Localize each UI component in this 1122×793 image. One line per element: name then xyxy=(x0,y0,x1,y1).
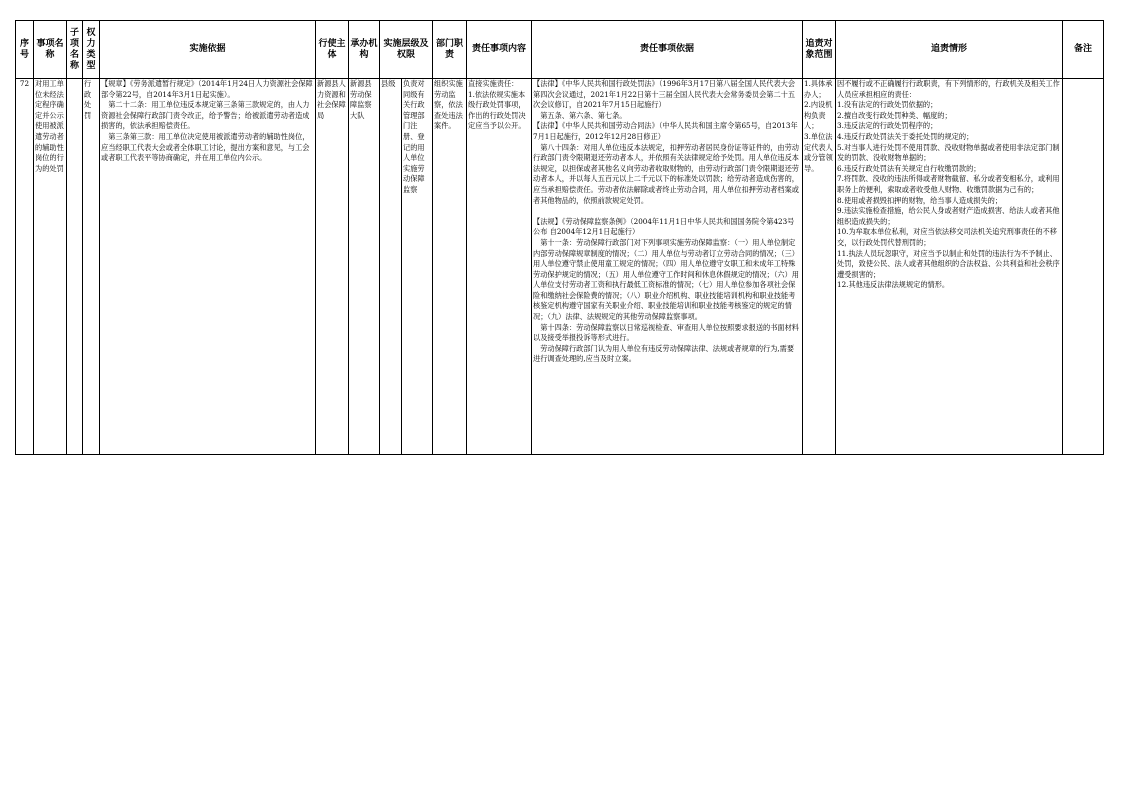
cell-subject: 新源县人力资源和社会保障局 xyxy=(316,79,349,455)
header-situation: 追责情形 xyxy=(836,21,1063,79)
cell-item-name: 对用工单位未经法定程序确定并公示使用被派遣劳动者的辅助性岗位的行为的处罚 xyxy=(34,79,67,455)
table-header-row xyxy=(16,21,1104,79)
cell-duty-content: 直接实施责任： 1.依法依规实施本级行政处罚事项，作出的行政处罚决定应当予以公开。 xyxy=(467,79,532,455)
table-row xyxy=(16,79,1104,455)
header-duty-basis: 责任事项依据 xyxy=(532,21,803,79)
header-remark: 备注 xyxy=(1063,21,1104,79)
cell-duty-basis: 【法律】《中华人民共和国行政处罚法》（1996年3月17日第八届全国人民代表大会第四次会议通过，2021年1月22日第十三届全国人民代表大会常务委员会第二十五次会议修订，自2021年7月15日起施行） 第五条、第六条、第七条。 【法律】《中华人民共和国劳动合同法》（中华人民共和国主席令第65号，自2013年7月1日起施行，2012年12月28日修正） 第八十四条：对用人单位违反本法规定，扣押劳动者居民身份证等证件的，由劳动行政部门责令限期退还劳动者本人，并依照有关法律规定给予处罚。用人单位违反本法规定，以担保或者其他名义向劳动者收取财物的，由劳动行政部门责令限期退还劳动者本人，并以每人五百元以上二千元以下的标准处以罚款；给劳动者造成伤害的，应当承担赔偿责任。劳动者依法解除或者终止劳动合同，用人单位扣押劳动者档案或者其他物品的，依照前款规定处罚。 【法规】《劳动保障监察条例》（2004年11月1日中华人民共和国国务院令第423号公布 自2004年12月1日起施行） 第十一条：劳动保障行政部门对下列事项实施劳动保障监察：（一）用人单位制定内部劳动保障规章制度的情况；（二）用人单位与劳动者订立劳动合同的情况；（三）用人单位遵守禁止使用童工规定的情况；（四）用人单位遵守女职工和未成年工特殊劳动保护规定的情况；（五）用人单位遵守工作时间和休息休假规定的情况；（六）用人单位支付劳动者工资和执行最低工资标准的情况；（七）用人单位参加各项社会保险和缴纳社会保险费的情况；（八）职业介绍机构、职业技能培训机构和职业技能考核鉴定机构遵守国家有关职业介绍、职业技能培训和职业技能考核鉴定的规定的情况；（九）法律、法规规定的其他劳动保障监察事项。 第十四条：劳动保障监察以日常巡视检查、审查用人单位按照要求报送的书面材料以及接受举报投诉等形式进行。 劳动保障行政部门认为用人单位有违反劳动保障法律、法规或者规章的行为,需要进行调查处理的,应当及时立案。 xyxy=(532,79,803,455)
header-seq: 序号 xyxy=(16,21,34,79)
header-sub-item: 子项名称 xyxy=(67,21,83,79)
cell-situation: 因不履行或不正确履行行政职责，有下列情形的，行政机关及相关工作人员应承担相应的责任： 1.没有法定的行政处罚依据的； 2.擅自改变行政处罚种类、幅度的； 3.违反法定的行政处罚程序的； 4.违反行政处罚法关于委托处罚的规定的； 5.对当事人进行处罚不使用罚款、没收财物单据或者使用非法定部门制发的罚款、没收财物单据的； 6.违反行政处罚法有关规定自行收缴罚款的； 7.将罚款、没收的违法所得或者财物截留、私分或者变相私分，或利用职务上的便利，索取或者收受他人财物、收缴罚款据为己有的； 8.使用或者损毁扣押的财物，给当事人造成损失的； 9.违法实施检查措施，给公民人身或者财产造成损害、给法人或者其他组织造成损失的； 10.为牟取本单位私利，对应当依法移交司法机关追究刑事责任的不移交，以行政处罚代替刑罚的； 11.执法人员玩忽职守，对应当予以制止和处罚的违法行为不予制止、处罚，致使公民、法人或者其他组织的合法权益、公共利益和社会秩序遭受损害的； 12.其他违反法律法规规定的情形。 xyxy=(836,79,1063,455)
header-level: 实施层级及权限 xyxy=(380,21,433,79)
cell-dept-duty: 组织实施劳动监察，依法查处违法案件。 xyxy=(433,79,467,455)
header-scope: 追责对象范围 xyxy=(803,21,836,79)
header-organ: 承办机构 xyxy=(349,21,380,79)
cell-level: 县级 xyxy=(380,79,402,455)
cell-power-type: 行政处罚 xyxy=(83,79,100,455)
header-subject: 行使主体 xyxy=(316,21,349,79)
header-basis: 实施依据 xyxy=(100,21,316,79)
cell-basis: 【规章】《劳务派遣暂行规定》（2014年1月24日人力资源社会保障部令第22号，自2014年3月1日起实施）。 第二十二条：用工单位违反本规定第三条第三款规定的，由人力资源社会保障行政部门责令改正，给予警告；给被派遣劳动者造成损害的，依法承担赔偿责任。 第三条第三款：用工单位决定使用被派遣劳动者的辅助性岗位，应当经职工代表大会或者全体职工讨论，提出方案和意见，与工会或者职工代表平等协商确定，并在用工单位内公示。 xyxy=(100,79,316,455)
header-duty-content: 责任事项内容 xyxy=(467,21,532,79)
cell-scope: 1.具体承办人； 2.内设机构负责人； 3.单位法定代表人或分管领导。 xyxy=(803,79,836,455)
cell-organ: 新源县劳动保障监察大队 xyxy=(349,79,380,455)
header-power-type: 权力类型 xyxy=(83,21,100,79)
cell-seq: 72 xyxy=(16,79,34,455)
header-dept-duty: 部门职责 xyxy=(433,21,467,79)
header-item-name: 事项名称 xyxy=(34,21,67,79)
cell-sub-item xyxy=(67,79,83,455)
cell-remark xyxy=(1063,79,1104,455)
cell-level-power: 负责对同级有关行政管理部门注册、登记的用人单位实施劳动保障监察 xyxy=(402,79,433,455)
duty-list-table xyxy=(15,20,1104,455)
